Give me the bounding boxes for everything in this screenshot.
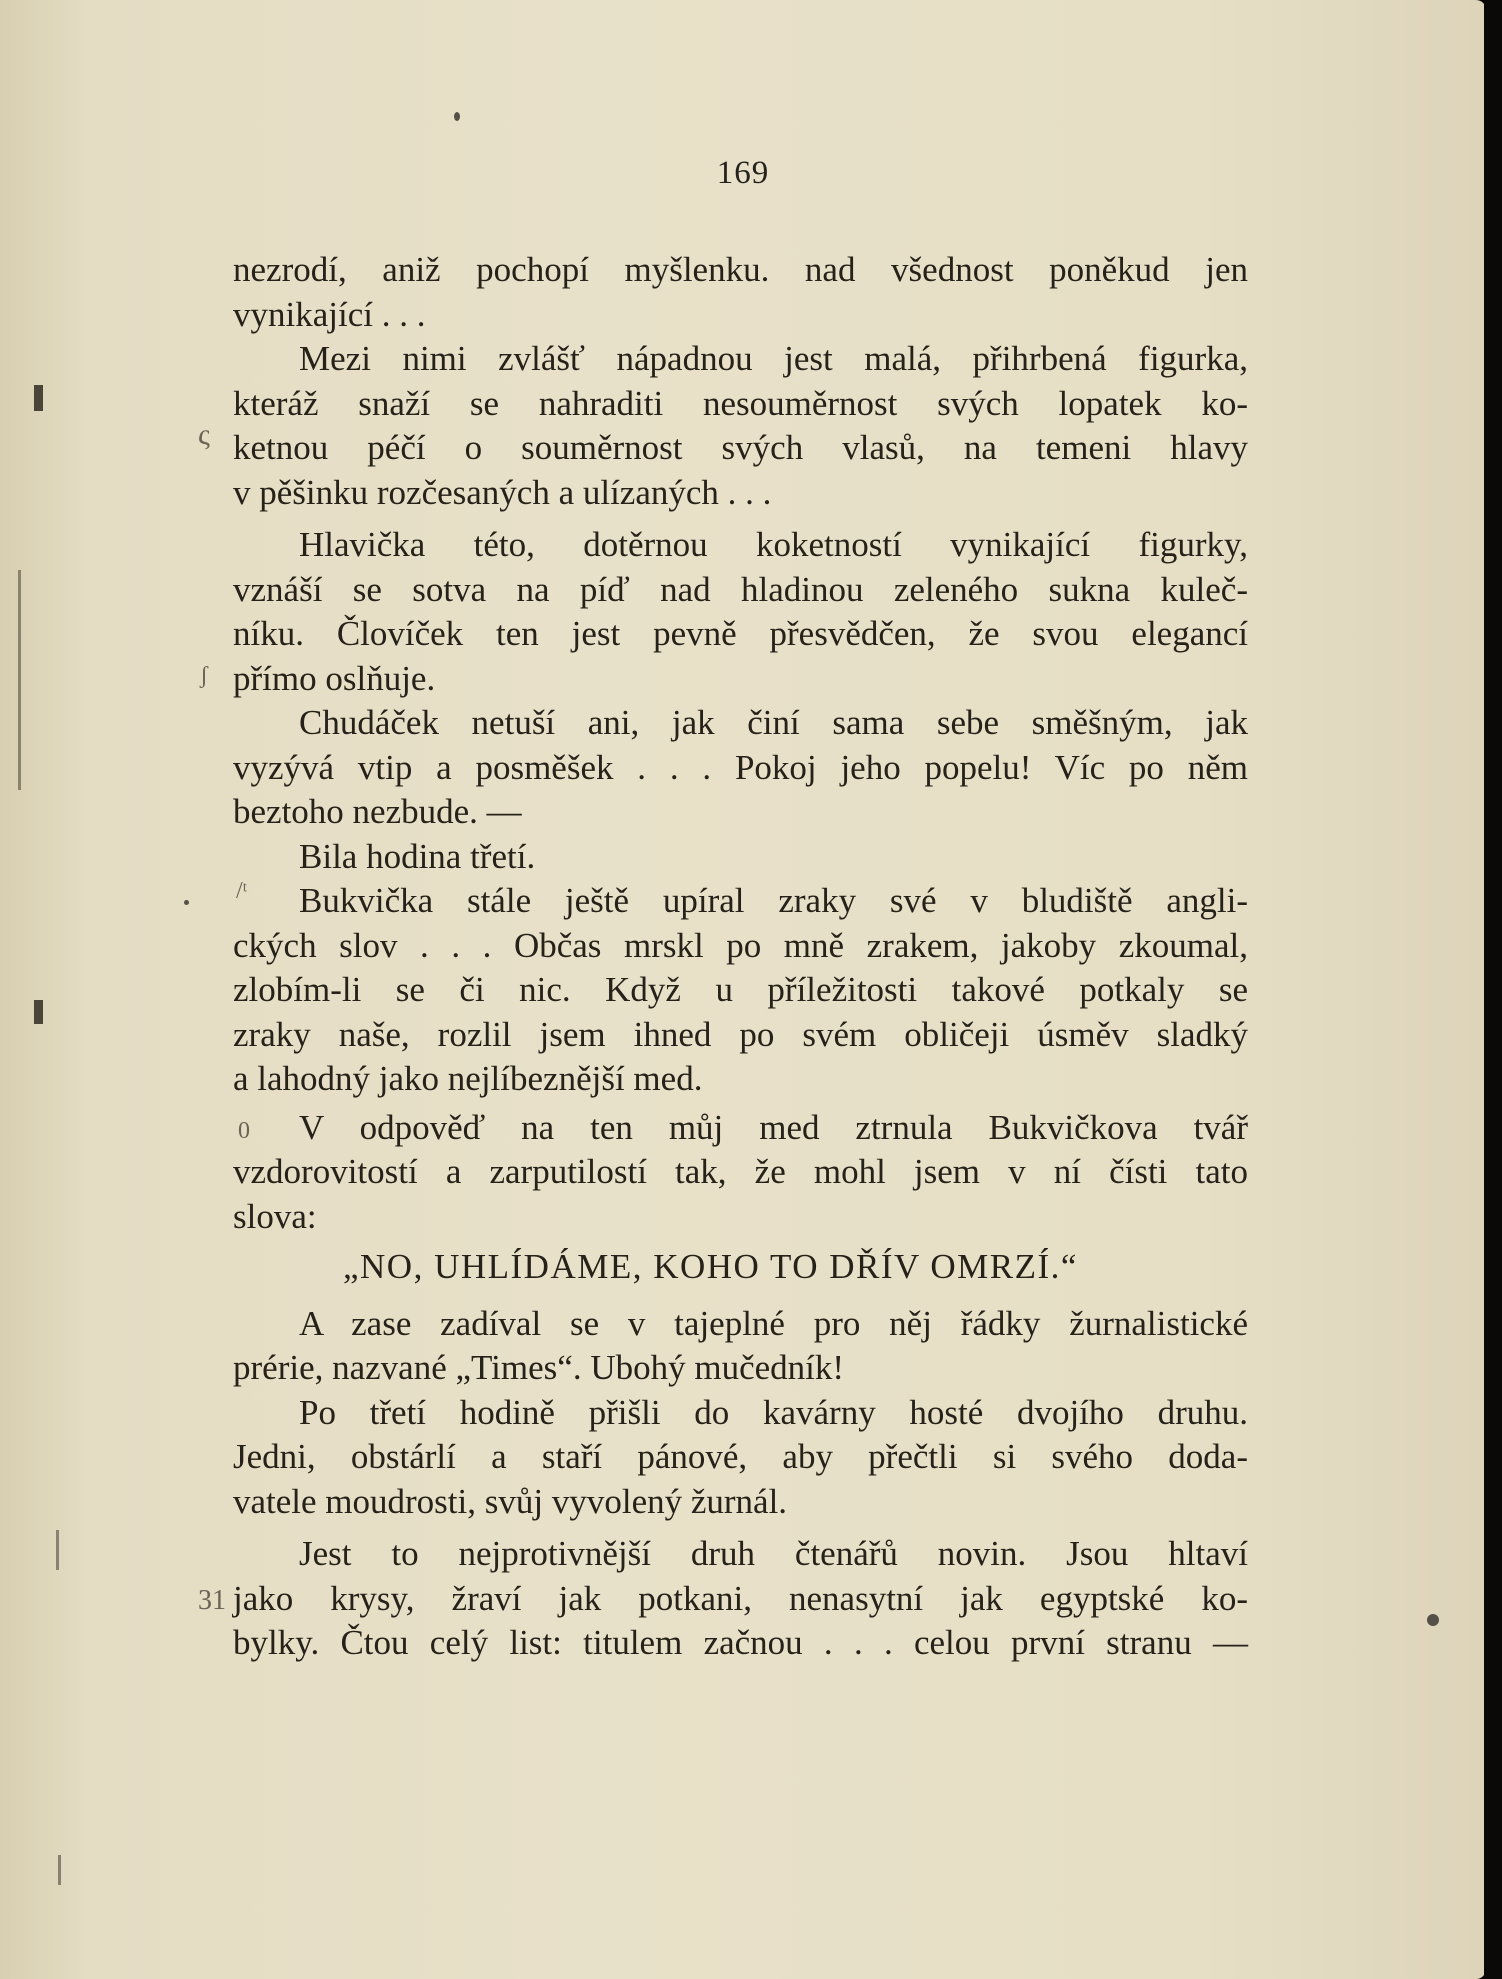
margin-note: 0 <box>238 1118 250 1144</box>
text-line: A zase zadíval se v tajeplné pro něj řádky žurnalistické <box>299 1303 1248 1343</box>
page-edge-mark <box>18 570 21 790</box>
text-line: přímo oslňuje. <box>233 658 436 698</box>
text-line: zraky naše, rozlil jsem ihned po svém obličeji úsměv sladký <box>233 1014 1248 1054</box>
margin-note: ʃ <box>200 663 208 689</box>
margin-note: /ᵗ <box>236 878 248 904</box>
text-line: Jest to nejprotivnější druh čtenářů novin. Jsou hltaví <box>299 1534 1248 1573</box>
page-edge-shadow <box>1484 0 1502 1979</box>
text-line: zlobím-li se či nic. Když u příležitosti takové potkaly se <box>233 970 1248 1009</box>
text-line: jako krysy, žraví jak potkani, nenasytní jak egyptské ko- <box>233 1578 1248 1618</box>
body-text <box>233 248 1248 1666</box>
ink-speck <box>184 900 189 905</box>
page-edge-mark <box>56 1530 59 1570</box>
text-line: vynikající . . . <box>233 294 426 334</box>
page-edge-mark <box>34 1000 43 1024</box>
page-number: 169 <box>716 155 770 191</box>
text-line: níku. Človíček ten jest pevně přesvědčen, že svou elegancí <box>233 614 1248 653</box>
text-line: Hlavička této, dotěrnou koketností vynikající figurky, <box>299 525 1248 564</box>
text-line: bylky. Čtou celý list: titulem začnou . . . celou první stranu — <box>233 1623 1248 1662</box>
text-line: vznáší se sotva na píď nad hladinou zeleného sukna kuleč- <box>233 569 1248 609</box>
text-line: beztoho nezbude. — <box>233 792 522 831</box>
margin-note: ς <box>198 418 210 451</box>
text-line: vyzývá vtip a posměšek . . . Pokoj jeho popelu! Víc po něm <box>233 747 1248 787</box>
text-line: Jedni, obstárlí a staří pánové, aby přečtli si svého doda- <box>233 1437 1248 1476</box>
text-line: vatele moudrosti, svůj vyvolený žurnál. <box>233 1481 788 1521</box>
text-line: nezrodí, aniž pochopí myšlenku. nad všednost poněkud jen <box>233 250 1248 289</box>
page-edge-mark <box>34 385 43 411</box>
text-line: prérie, nazvané „Times“. Ubohý mučedník! <box>233 1348 845 1387</box>
text-line: ketnou péčí o souměrnost svých vlasů, na temeni hlavy <box>233 428 1248 467</box>
margin-note: 31 <box>198 1585 226 1616</box>
text-line: vzdorovitostí a zarputilostí tak, že mohl jsem v ní čísti tato <box>233 1152 1248 1191</box>
text-line: V odpověď na ten můj med ztrnula Bukvičkova tvář <box>299 1107 1248 1147</box>
quoted-exclamation: „NO, UHLÍDÁME, KOHO TO DŘÍV OMRZÍ.“ <box>343 1247 1078 1286</box>
text-line: Po třetí hodině přišli do kavárny hosté dvojího druhu. <box>299 1392 1248 1432</box>
text-line: Bila hodina třetí. <box>299 836 536 876</box>
page-edge-mark <box>58 1855 61 1885</box>
text-line: Chudáček netuší ani, jak činí sama sebe směšným, jak <box>299 703 1248 742</box>
ink-speck <box>1427 1614 1439 1626</box>
text-line: kteráž snaží se nahraditi nesouměrnost svých lopatek ko- <box>233 383 1248 423</box>
ink-speck <box>454 112 460 121</box>
text-line: slova: <box>233 1196 317 1236</box>
text-line: Mezi nimi zvlášť nápadnou jest malá, přihrbená figurka, <box>299 339 1248 378</box>
text-line: a lahodný jako nejlíbeznější med. <box>233 1059 703 1098</box>
text-line: ckých slov . . . Občas mrskl po mně zrakem, jakoby zkoumal, <box>233 925 1248 965</box>
text-line: Bukvička stále ještě upíral zraky své v bludiště angli- <box>299 881 1248 920</box>
text-line: v pěšinku rozčesaných a ulízaných . . . <box>233 472 772 512</box>
